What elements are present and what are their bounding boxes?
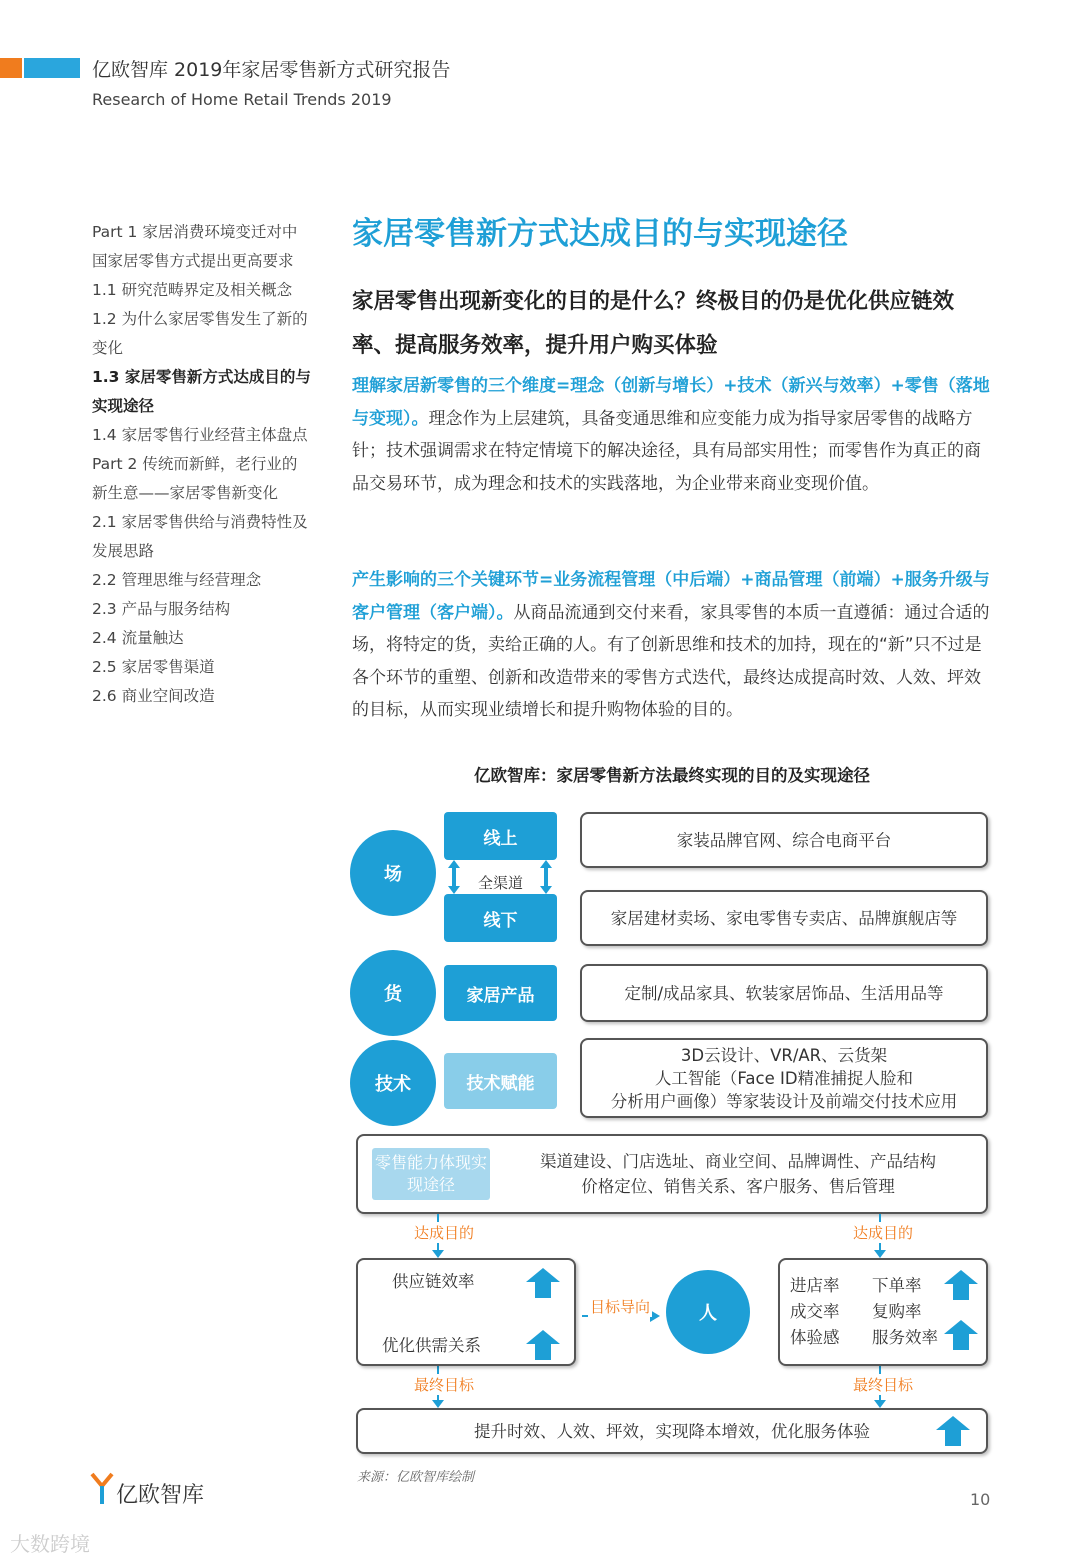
report-title: 亿欧智库 2019年家居零售新方式研究报告 (92, 59, 451, 81)
circle-jishu: 技术 (350, 1040, 436, 1126)
paragraph-1-highlight: 理解家居新零售的三个维度=理念（创新与增长）+技术（新兴与效率）+零售（落地与变现）。 (352, 376, 990, 429)
metrics-box (778, 1258, 988, 1366)
paragraph-1-text: 理念作为上层建筑，具备变通思维和应变能力成为指导家居零售的战略方针；技术强调需求在特定情境下的解决途径，具有局部实用性；而零售作为真正的商品交易环节，成为理念和技术的实践落地，为企业带来商业变现价值。 (352, 408, 981, 494)
arrow-up-icon (526, 1268, 560, 1298)
metric-experience: 体验感 (790, 1328, 840, 1347)
final-goal-box (356, 1408, 988, 1454)
footer-logo-text: 亿欧智库 (116, 1483, 205, 1508)
report-subtitle: Research of Home Retail Trends 2019 (92, 90, 392, 109)
figure-title: 亿欧智库：家居零售新方法最终实现的目的及实现途径 (474, 766, 870, 785)
final-goal-right: 最终目标 (853, 1376, 914, 1394)
page-number: 10 (970, 1490, 991, 1509)
toc-item[interactable]: 2.1 家居零售供给与消费特性及 (92, 513, 308, 531)
goal-oriented-label: 目标导向 (590, 1298, 651, 1316)
metric-repurchase: 复购率 (872, 1302, 922, 1321)
metric-service-efficiency: 服务效率 (872, 1328, 938, 1347)
toc-item[interactable]: Part 1 家居消费环境变迁对中 (92, 223, 298, 241)
desc-tech-line-1: 3D云设计、VR/AR、云货架 (680, 1045, 888, 1065)
toc-item-current[interactable]: 实现途径 (92, 397, 155, 415)
section-question: 家居零售出现新变化的目的是什么？终极目的仍是优化供应链效率、提高服务效率，提升用户购买体验 (352, 289, 955, 358)
arrow-up-icon (944, 1270, 978, 1300)
toc-item[interactable]: 2.2 管理思维与经营理念 (92, 571, 262, 589)
final-goal-text: 提升时效、人效、坪效，实现降本增效，优化服务体验 (474, 1421, 870, 1441)
toc-item[interactable]: 1.2 为什么家居零售发生了新的 (92, 310, 308, 328)
desc-product: 定制/成品家具、软装家居饰品、生活用品等 (580, 964, 988, 1022)
reach-goal-left: 达成目的 (414, 1224, 475, 1242)
desc-offline: 家居建材卖场、家电零售专卖店、品牌旗舰店等 (580, 890, 988, 946)
toc-item-current[interactable]: 1.3 家居零售新方式达成目的与 (92, 368, 311, 386)
desc-online: 家装品牌官网、综合电商平台 (580, 812, 988, 868)
final-goal-left: 最终目标 (414, 1376, 475, 1394)
label-all-channel: 全渠道 (478, 874, 524, 892)
arrow-up-icon (936, 1416, 970, 1446)
circle-chang: 场 (350, 830, 436, 916)
optimize-supply-demand: 优化供需关系 (382, 1336, 481, 1355)
toc-item[interactable]: 发展思路 (92, 542, 155, 560)
box-online: 线上 (444, 812, 557, 860)
supply-chain-efficiency: 供应链效率 (392, 1272, 475, 1291)
metric-store-visit: 进店率 (790, 1276, 840, 1295)
metric-conversion: 成交率 (790, 1302, 840, 1321)
figure-source: 来源：亿欧智库绘制 (357, 1470, 475, 1485)
reach-goal-right: 达成目的 (853, 1224, 914, 1242)
box-tech: 技术赋能 (444, 1053, 557, 1109)
yiou-logo-icon (90, 1472, 114, 1506)
toc-item[interactable]: 2.4 流量触达 (92, 629, 184, 647)
paragraph-2-highlight: 产生影响的三个关键环节=业务流程管理（中后端）+商品管理（前端）+服务升级与客户管理（客户端）。 (352, 570, 990, 623)
toc-item[interactable]: 2.6 商业空间改造 (92, 687, 215, 705)
supply-chain-box (356, 1258, 576, 1366)
arrow-up-icon (944, 1320, 978, 1350)
toc-item[interactable]: 1.4 家居零售行业经营主体盘点 (92, 426, 308, 444)
arrow-up-icon (526, 1330, 560, 1360)
section-title: 家居零售新方式达成目的与实现途径 (352, 216, 848, 252)
toc-item[interactable]: 国家居零售方式提出更高要求 (92, 252, 294, 270)
desc-tech-line-3: 分析用户画像）等家装设计及前端交付技术应用 (610, 1091, 958, 1111)
metric-order-rate: 下单率 (872, 1276, 922, 1295)
desc-tech-line-2: 人工智能（Face ID精准捕捉人脸和 (654, 1068, 914, 1088)
toc-item[interactable]: 1.1 研究范畴界定及相关概念 (92, 281, 293, 299)
circle-ren: 人 (666, 1270, 750, 1354)
box-offline: 线下 (444, 894, 557, 942)
toc-item[interactable]: 新生意——家居零售新变化 (92, 484, 279, 502)
toc-item[interactable]: 变化 (92, 339, 124, 357)
retail-capability-line-2: 价格定位、销售关系、客户服务、售后管理 (581, 1177, 895, 1196)
circle-huo: 货 (350, 950, 436, 1036)
paragraph-2-text: 从商品流通到交付来看，家具零售的本质一直遵循：通过合适的场，将特定的货，卖给正确的人。有了创新思维和技术的加持，现在的“新”只不过是各个环节的重塑、创新和改造带来的零售方式迭代，最终达成提高时效、人效、坪效的目标，从而实现业绩增长和提升购物体验的目的。 (352, 602, 990, 720)
toc-item[interactable]: 2.5 家居零售渠道 (92, 658, 215, 676)
toc-item[interactable]: 2.3 产品与服务结构 (92, 600, 231, 618)
retail-capability-line-1: 渠道建设、门店选址、商业空间、品牌调性、产品结构 (540, 1152, 936, 1171)
box-product: 家居产品 (444, 965, 557, 1021)
toc-item[interactable]: Part 2 传统而新鲜，老行业的 (92, 455, 298, 473)
retail-capability-label: 零售能力体现实现途径 (372, 1148, 490, 1200)
watermark: 大数跨境 (10, 1532, 90, 1556)
